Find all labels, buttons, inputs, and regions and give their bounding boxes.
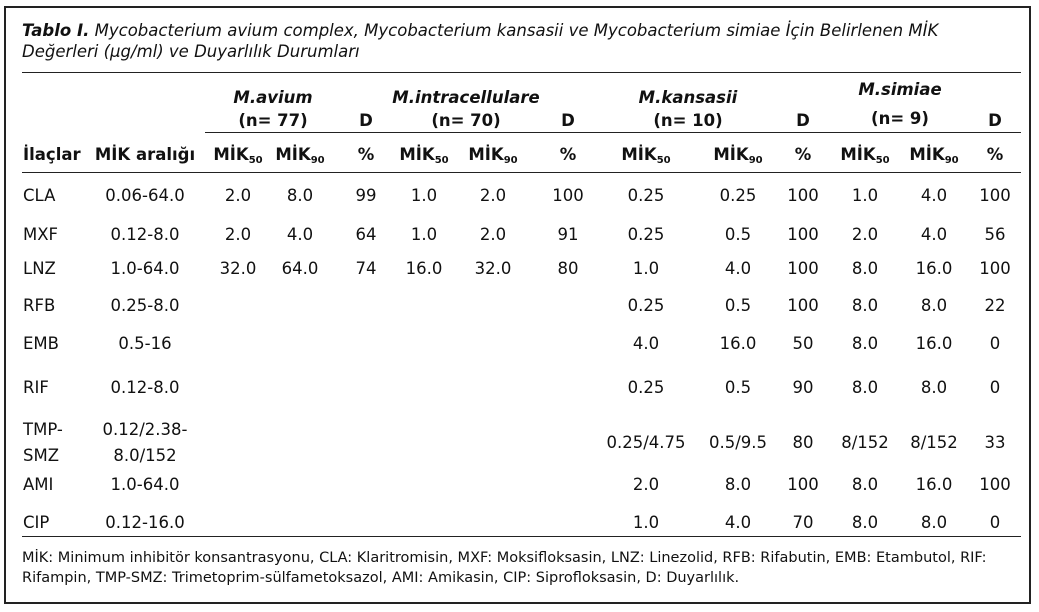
- group-n-1: (n= 70): [431, 111, 501, 130]
- table-cell: 16.0: [915, 334, 953, 353]
- mic-label: MİK: [621, 145, 657, 164]
- d-header-0: D: [359, 111, 373, 130]
- table-cell: 80: [557, 259, 579, 278]
- header-group-rule: [205, 132, 1021, 133]
- table-cell: 0: [989, 334, 1001, 353]
- table-cell: 100: [787, 259, 819, 278]
- drug-name: RIF: [23, 378, 49, 397]
- mic-subscript: 50: [434, 155, 449, 166]
- table-cell: 2.0: [224, 186, 252, 205]
- drug-name: EMB: [23, 334, 59, 353]
- table-cell: 4.0: [632, 334, 660, 353]
- table-cell: 64.0: [281, 259, 319, 278]
- table-cell: 8/152: [841, 433, 889, 452]
- table-cell: 8.0: [920, 513, 948, 532]
- group-n-0: (n= 77): [238, 111, 308, 130]
- caption-text: Mycobacterium avium complex, Mycobacterium kansasii ve Mycobacterium simiae İçin Belirlenen MİK Değerleri (µg/ml) ve Duyarlılık Durumları: [22, 21, 939, 61]
- table-cell: 8.0: [851, 378, 879, 397]
- mic-range: 0.06-64.0: [105, 186, 185, 205]
- caption-rule: [22, 72, 1021, 73]
- mic-range: 0.25-8.0: [110, 296, 180, 315]
- table-cell: 8.0: [851, 259, 879, 278]
- mic-subscript: 50: [656, 155, 671, 166]
- table-cell: 0.25: [627, 378, 665, 397]
- pct-header-2: %: [794, 145, 812, 164]
- table-cell: 100: [787, 225, 819, 244]
- table-cell: 4.0: [286, 225, 314, 244]
- drug-name: RFB: [23, 296, 56, 315]
- mic-range: 8.0/152: [113, 446, 177, 465]
- table-caption: [22, 20, 1012, 62]
- table-cell: 100: [979, 475, 1011, 494]
- table-cell: 8.0: [851, 475, 879, 494]
- mic-range: 0.12/2.38-: [102, 420, 188, 439]
- drug-name: MXF: [23, 225, 59, 244]
- mic-range: 0.12-8.0: [110, 225, 180, 244]
- table-cell: 4.0: [724, 513, 752, 532]
- drugs-header: İlaçlar: [23, 145, 81, 164]
- mic50-header-0: [213, 145, 262, 171]
- table-cell: 8.0: [851, 334, 879, 353]
- drug-name: SMZ: [23, 446, 60, 465]
- table-cell: 4.0: [920, 186, 948, 205]
- mic-label: MİK: [840, 145, 876, 164]
- table-cell: 0.5: [724, 296, 752, 315]
- table-cell: 2.0: [479, 225, 507, 244]
- footnote: MİK: Minimum inhibitör konsantrasyonu, CLA: Klaritromisin, MXF: Moksifloksasin, LNZ: Linezolid, RFB: Rifabutin, EMB: Etambutol, RIF: Rifampin, TMP-SMZ: Trimetoprim-sülfametoksazol, AMI: Amikasin, CIP: Siprofloksasin, D: Duyarlılık.: [22, 550, 987, 586]
- table-cell: 4.0: [724, 259, 752, 278]
- pct-header-3: %: [986, 145, 1004, 164]
- table-cell: 0.25: [627, 296, 665, 315]
- group-n-3: (n= 9): [871, 109, 929, 128]
- table-cell: 2.0: [851, 225, 879, 244]
- table-cell: 0: [989, 378, 1001, 397]
- group-n-2: (n= 10): [653, 111, 723, 130]
- table-cell: 0.25: [627, 186, 665, 205]
- mic-label: MİK: [909, 145, 945, 164]
- mic90-header-1: [468, 145, 517, 171]
- table-cell: 50: [792, 334, 814, 353]
- mic90-header-0: [275, 145, 324, 171]
- mic-range: 1.0-64.0: [110, 259, 180, 278]
- table-cell: 1.0: [410, 186, 438, 205]
- table-cell: 8/152: [910, 433, 958, 452]
- d-header-2: D: [796, 111, 810, 130]
- mic-subscript: 50: [248, 155, 263, 166]
- table-cell: 74: [355, 259, 377, 278]
- table-cell: 2.0: [479, 186, 507, 205]
- table-cell: 100: [787, 186, 819, 205]
- pct-header-1: %: [559, 145, 577, 164]
- d-header-3: D: [988, 111, 1002, 130]
- mic50-header-1: [399, 145, 448, 171]
- table-cell: 100: [787, 475, 819, 494]
- table-cell: 16.0: [915, 475, 953, 494]
- drug-name: LNZ: [23, 259, 56, 278]
- d-header-1: D: [561, 111, 575, 130]
- mic-subscript: 90: [944, 155, 959, 166]
- table-cell: 99: [355, 186, 377, 205]
- table-cell: 2.0: [632, 475, 660, 494]
- drug-name: AMI: [23, 475, 54, 494]
- mic50-header-3: [840, 145, 889, 171]
- range-header: MİK aralığı: [94, 145, 196, 164]
- mic-label: MİK: [468, 145, 504, 164]
- mic90-header-2: [713, 145, 762, 171]
- mic-range: 0.5-16: [118, 334, 172, 353]
- group-name-3: M.simiae: [858, 80, 942, 99]
- table-cell: 100: [787, 296, 819, 315]
- mic-range: 1.0-64.0: [110, 475, 180, 494]
- table-cell: 70: [792, 513, 814, 532]
- table-cell: 0.5: [724, 378, 752, 397]
- table-cell: 100: [979, 259, 1011, 278]
- mic-label: MİK: [399, 145, 435, 164]
- table-cell: 100: [552, 186, 584, 205]
- table-cell: 32.0: [474, 259, 512, 278]
- group-name-1: M.intracellulare: [392, 88, 540, 107]
- drug-name: TMP-: [23, 420, 63, 439]
- header-rule: [22, 172, 1021, 173]
- table-cell: 91: [557, 225, 579, 244]
- mic-range: 0.12-16.0: [105, 513, 185, 532]
- table-cell: 100: [979, 186, 1011, 205]
- group-name-2: M.kansasii: [638, 88, 738, 107]
- table-cell: 90: [792, 378, 814, 397]
- table-cell: 56: [984, 225, 1006, 244]
- table-cell: 0.25: [719, 186, 757, 205]
- table-cell: 8.0: [851, 513, 879, 532]
- drug-name: CLA: [23, 186, 56, 205]
- table-cell: 80: [792, 433, 814, 452]
- table-cell: 1.0: [851, 186, 879, 205]
- table-cell: 0.25: [627, 225, 665, 244]
- table-cell: 8.0: [851, 296, 879, 315]
- table-cell: 8.0: [920, 296, 948, 315]
- table-cell: 8.0: [920, 378, 948, 397]
- mic90-header-3: [909, 145, 958, 171]
- mic-label: MİK: [213, 145, 249, 164]
- group-name-0: M.avium: [233, 88, 313, 107]
- mic-subscript: 90: [310, 155, 325, 166]
- mic50-header-2: [621, 145, 670, 171]
- table-cell: 0.5/9.5: [708, 433, 768, 452]
- table-cell: 16.0: [915, 259, 953, 278]
- mic-subscript: 90: [503, 155, 518, 166]
- table-cell: 64: [355, 225, 377, 244]
- table-cell: 0.5: [724, 225, 752, 244]
- table-cell: 32.0: [219, 259, 257, 278]
- table-cell: 1.0: [410, 225, 438, 244]
- table-cell: 2.0: [224, 225, 252, 244]
- pct-header-0: %: [357, 145, 375, 164]
- mic-range: 0.12-8.0: [110, 378, 180, 397]
- drug-name: CIP: [23, 513, 50, 532]
- mic-subscript: 50: [875, 155, 890, 166]
- table-cell: 4.0: [920, 225, 948, 244]
- table-cell: 0.25/4.75: [606, 433, 686, 452]
- mic-label: MİK: [713, 145, 749, 164]
- table-cell: 33: [984, 433, 1006, 452]
- table-cell: 1.0: [632, 259, 660, 278]
- table-cell: 16.0: [405, 259, 443, 278]
- mic-subscript: 90: [748, 155, 763, 166]
- table-cell: 0: [989, 513, 1001, 532]
- table-cell: 1.0: [632, 513, 660, 532]
- table-bottom-rule: [22, 536, 1021, 537]
- table-cell: 16.0: [719, 334, 757, 353]
- table-cell: 8.0: [724, 475, 752, 494]
- table-cell: 8.0: [286, 186, 314, 205]
- caption-lead: Tablo I.: [22, 21, 90, 40]
- table-cell: 22: [984, 296, 1006, 315]
- mic-label: MİK: [275, 145, 311, 164]
